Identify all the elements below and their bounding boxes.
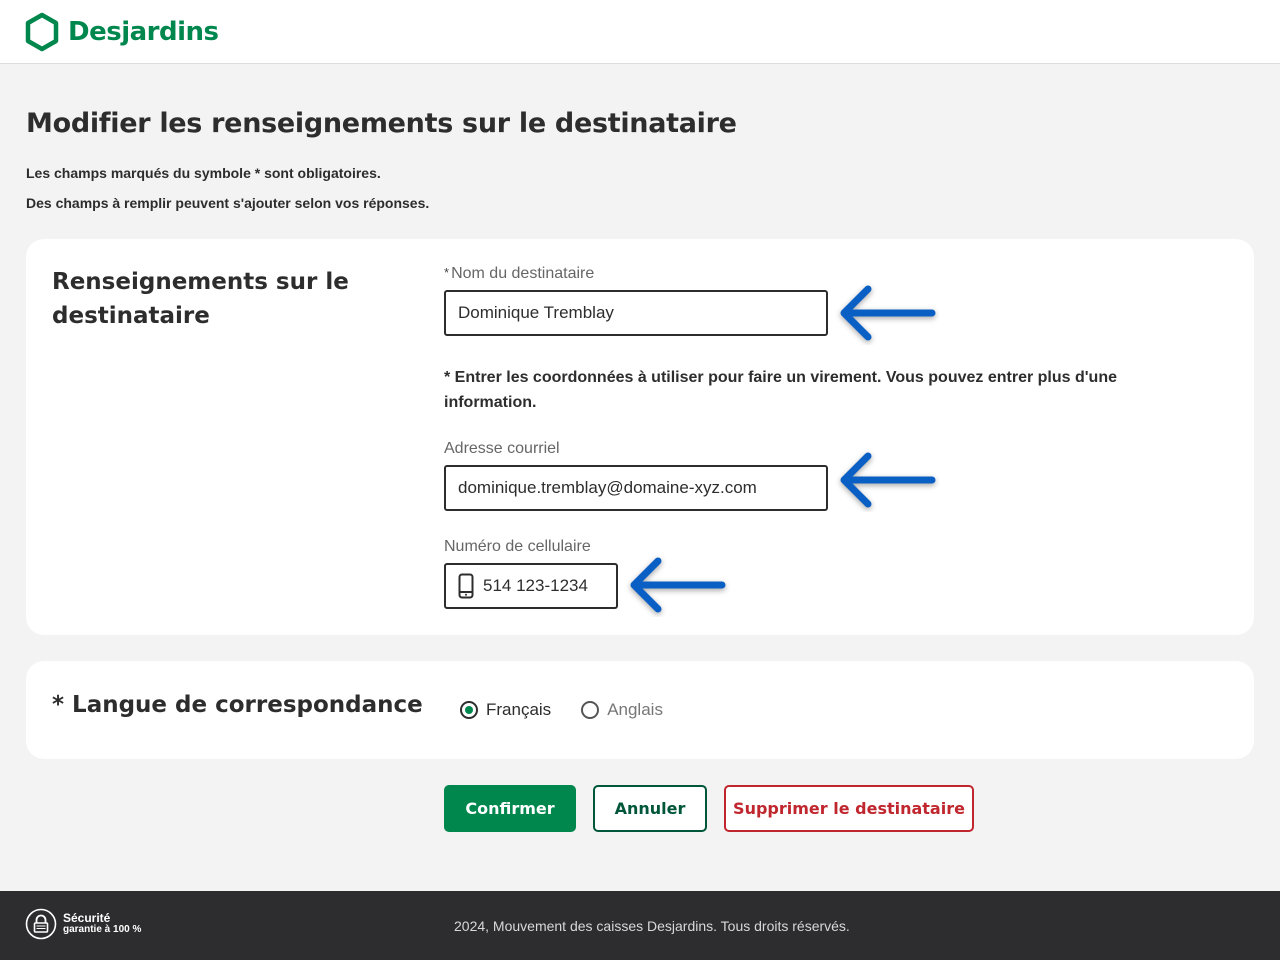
required-mark: * bbox=[444, 265, 450, 280]
arrow-left-icon bbox=[834, 448, 940, 512]
radio-unselected-icon[interactable] bbox=[581, 701, 599, 719]
confirm-button[interactable]: Confirmer bbox=[444, 785, 576, 832]
security-guarantee-badge[interactable] bbox=[25, 908, 141, 940]
security-title: Sécurité bbox=[63, 911, 111, 925]
padlock-icon bbox=[25, 908, 57, 940]
page-title: Modifier les renseignements sur le destinataire bbox=[26, 108, 737, 139]
brand-name: Desjardins bbox=[68, 17, 219, 47]
copyright-text: 2024, Mouvement des caisses Desjardins. Tous droits réservés. bbox=[454, 918, 850, 934]
transfer-contact-instruction: * Entrer les coordonnées à utiliser pour faire un virement. Vous pouvez entrer plus d'une information. bbox=[444, 369, 1117, 411]
email-label: Adresse courriel bbox=[444, 440, 560, 457]
footer bbox=[0, 891, 1280, 960]
desjardins-logo[interactable] bbox=[25, 12, 218, 52]
required-fields-note: Les champs marqués du symbole * sont obligatoires. bbox=[26, 165, 381, 181]
phone-input[interactable] bbox=[444, 563, 618, 609]
security-subtitle: garantie à 100 % bbox=[63, 924, 142, 935]
delete-recipient-button[interactable]: Supprimer le destinataire bbox=[724, 785, 974, 832]
email-value: dominique.tremblay@domaine-xyz.com bbox=[458, 478, 757, 497]
email-input[interactable] bbox=[444, 465, 828, 511]
recipient-section-title: Renseignements sur le destinataire bbox=[52, 269, 349, 329]
recipient-name-label-text: Nom du destinataire bbox=[451, 265, 595, 282]
recipient-name-label bbox=[444, 265, 594, 283]
phone-value: 514 123-1234 bbox=[483, 576, 588, 595]
cancel-button[interactable]: Annuler bbox=[593, 785, 707, 832]
radio-francais-label: Français bbox=[486, 700, 552, 719]
recipient-name-value: Dominique Tremblay bbox=[458, 303, 614, 322]
language-section-title: * Langue de correspondance bbox=[52, 692, 423, 718]
phone-label: Numéro de cellulaire bbox=[444, 538, 591, 555]
recipient-info-card bbox=[26, 239, 1254, 635]
header bbox=[0, 0, 1280, 64]
arrow-left-icon bbox=[834, 281, 940, 345]
language-card bbox=[26, 661, 1254, 759]
radio-anglais-label: Anglais bbox=[607, 700, 663, 719]
arrow-left-icon bbox=[624, 553, 730, 617]
recipient-name-input[interactable] bbox=[444, 290, 828, 336]
radio-francais[interactable] bbox=[460, 700, 551, 720]
language-radio-group bbox=[460, 700, 693, 720]
dynamic-fields-note: Des champs à remplir peuvent s'ajouter selon vos réponses. bbox=[26, 195, 430, 211]
radio-selected-icon[interactable] bbox=[460, 701, 478, 719]
mobile-phone-icon bbox=[458, 573, 474, 599]
radio-anglais[interactable] bbox=[581, 700, 663, 720]
hexagon-logo-icon bbox=[25, 12, 59, 52]
